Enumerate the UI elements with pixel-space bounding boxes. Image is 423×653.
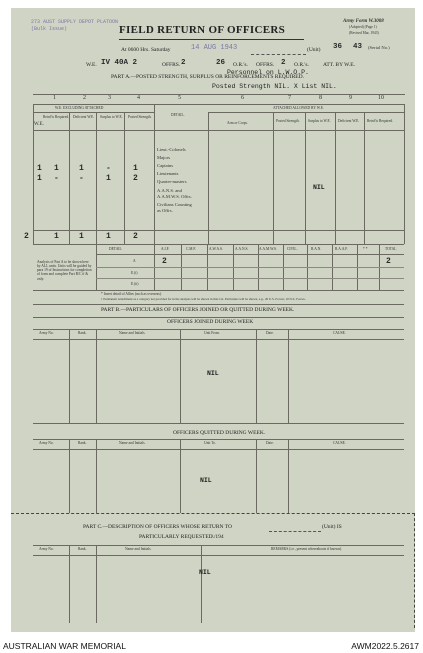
we-label: W.E. bbox=[86, 62, 97, 68]
arm-corps-header: Arm or Corps. bbox=[227, 121, 248, 125]
joined-nil: NIL bbox=[207, 370, 219, 377]
perforation-line bbox=[11, 513, 415, 514]
rank-majors: Majors bbox=[157, 155, 171, 160]
offrs2-label: OFFRS. bbox=[256, 62, 275, 68]
row2-col2: - bbox=[79, 174, 84, 183]
serial-year: 43 bbox=[353, 43, 363, 51]
detail-header: DETAIL. bbox=[171, 113, 185, 117]
col-num-2: 2 bbox=[83, 95, 86, 101]
quitted-col-name: Name and Initials. bbox=[119, 441, 146, 445]
part-c-requested: PARTICULARLY REQUESTED. bbox=[139, 534, 215, 540]
total-col1: 2 bbox=[24, 232, 29, 241]
total-col4: 1 bbox=[106, 232, 111, 241]
typed-note-2: Posted Strength NIL. X List NIL. bbox=[212, 83, 337, 90]
row1-col4: 1 bbox=[133, 164, 138, 173]
col-num-3: 3 bbox=[108, 95, 111, 101]
c-col-rank: Rank. bbox=[78, 547, 87, 551]
part-c-date: / /194 bbox=[211, 534, 224, 540]
row2-col4: 2 bbox=[133, 174, 138, 183]
part-c-unit: (Unit) IS bbox=[322, 524, 342, 530]
analysis-aif-a: 2 bbox=[162, 257, 167, 266]
col-num-7: 7 bbox=[288, 95, 291, 101]
attached-allowed-header: ATTACHED ALLOWED BY W.E. bbox=[273, 106, 324, 110]
part-c-nil: NIL bbox=[199, 569, 211, 576]
credit-right: AWM2022.5.2617 bbox=[351, 641, 419, 651]
attached-nil: NIL bbox=[313, 184, 325, 191]
rank-civilians: Civilians Counting bbox=[157, 202, 192, 207]
col-num-8: 8 bbox=[319, 95, 322, 101]
or-label: O.R.'s. bbox=[233, 62, 248, 68]
title-underline bbox=[119, 39, 304, 40]
an-col-aans: A.A.N.S. bbox=[235, 247, 249, 251]
posted-header: Posted Strength. bbox=[128, 115, 152, 119]
an-col-aamws: A.A.M.W.S. bbox=[259, 247, 277, 251]
col-num-5: 5 bbox=[178, 95, 181, 101]
row1-col2: 1 bbox=[79, 164, 84, 173]
an-col-stars: * * bbox=[363, 247, 368, 251]
row1-col3: - bbox=[106, 164, 111, 173]
analysis-total-a: 2 bbox=[386, 257, 391, 266]
joined-heading: OFFICERS JOINED DURING WEEK bbox=[167, 319, 254, 325]
deficient2-header: Deficient W.E. bbox=[338, 119, 360, 123]
total-col2: 1 bbox=[54, 232, 59, 241]
army-form-revised: (Revised Mar, 1943) bbox=[349, 31, 379, 35]
faint-unit-stamp: 273 AUST SUPPLY DEPOT PLATOON bbox=[31, 19, 119, 25]
quitted-col-cause: CAUSE. bbox=[333, 441, 346, 445]
or2-value: 2 bbox=[281, 59, 286, 67]
part-a-heading: PART A.—POSTED STRENGTH, SURPLUS OR REINFORCEMENTS REQUIRED. bbox=[111, 74, 304, 80]
serial-number: 36 bbox=[333, 43, 343, 51]
serial-label: (Serial No.) bbox=[368, 45, 390, 50]
reinf2-header: Reinf'ts Required. bbox=[367, 119, 393, 123]
an-row-ei: E.(i) bbox=[131, 271, 138, 275]
c-col-remarks: REMARKS (i.e., present whereabouts if known). bbox=[271, 547, 342, 551]
form-sheet bbox=[11, 8, 415, 632]
row1-col1: 1 bbox=[37, 164, 42, 173]
quitted-heading: OFFICERS QUITTED DURING WEEK. bbox=[173, 430, 266, 436]
c-col-armyno: Army No. bbox=[39, 547, 54, 551]
or2-label: O.R.'s. bbox=[294, 62, 309, 68]
at-time-label: At 0600 Hrs. Saturday bbox=[121, 47, 171, 53]
an-col-ran: R.A.N. bbox=[311, 247, 322, 251]
an-col-raaf: R.A.A.F. bbox=[335, 247, 348, 251]
an-col-awas: A.W.A.S. bbox=[209, 247, 223, 251]
posted2-header: Posted Strength. bbox=[276, 119, 300, 123]
date-stamp: 14 AUG 1943 bbox=[191, 44, 238, 52]
army-form-adopted: (Adopted) (Page 1) bbox=[349, 25, 377, 29]
quitted-col-armyno: Army No. bbox=[39, 441, 54, 445]
quitted-nil: NIL bbox=[200, 477, 212, 484]
an-col-civil: CIVIL. bbox=[287, 247, 298, 251]
col-num-9: 9 bbox=[349, 95, 352, 101]
typed-note-1: Personnel on L.W.O.P. bbox=[227, 69, 309, 76]
we-row-header: W.E. bbox=[34, 122, 44, 127]
quitted-col-rank: Rank. bbox=[78, 441, 87, 445]
offrs-value: 2 bbox=[181, 59, 186, 67]
we-value: IV 40A 2 bbox=[101, 59, 138, 67]
page-title: FIELD RETURN OF OFFICERS bbox=[119, 24, 286, 36]
col-num-6: 6 bbox=[241, 95, 244, 101]
an-col-total: TOTAL bbox=[385, 247, 397, 251]
row2-col1: 1 bbox=[37, 174, 42, 183]
rank-civilians-2: as Offrs. bbox=[157, 208, 173, 213]
col-num-4: 4 bbox=[137, 95, 140, 101]
an-col-cmf: C.M.F. bbox=[186, 247, 196, 251]
an-row-a: A bbox=[133, 259, 136, 263]
row2-col1b: - bbox=[54, 174, 59, 183]
unit-label: (Unit) bbox=[307, 47, 321, 53]
analysis-footnote-2: † Permanent Attachment as a category not provided for in the analysis will be shown in this Col. Particulars will be shown, e.g., 20 U.S. Forces; 10 N.Z. Forces. bbox=[101, 297, 306, 301]
total-col5: 2 bbox=[133, 232, 138, 241]
quitted-col-unit: Unit To. bbox=[204, 441, 216, 445]
analysis-note: Analysis of Part A to be shown here by ALL units. Units will be guided by para 19 of Instructions for completion of form and complete Part B/C if & only. bbox=[37, 260, 92, 281]
analysis-footnote-1: * Insert detail of Allies (such as overseas). bbox=[101, 292, 162, 296]
rank-captains: Captains bbox=[157, 163, 174, 168]
rank-aamws: A.A.M.W.S. Offrs. bbox=[157, 194, 192, 199]
total-col3: 1 bbox=[79, 232, 84, 241]
joined-col-cause: CAUSE. bbox=[333, 331, 346, 335]
reinf-req-header: Reinf'ts Required. bbox=[43, 115, 69, 119]
quitted-col-date: Date. bbox=[266, 441, 274, 445]
joined-col-date: Date. bbox=[266, 331, 274, 335]
faint-unit-stamp-sub: (Bulk Issue) bbox=[31, 26, 68, 32]
part-c-heading: PART C.—DESCRIPTION OF OFFICERS WHOSE RETURN TO bbox=[83, 524, 232, 530]
offrs-label: OFFRS. bbox=[162, 62, 181, 68]
rank-aans: A.A.N.S. and bbox=[157, 188, 182, 193]
joined-col-unit: Unit From. bbox=[204, 331, 220, 335]
analysis-detail-header: DETAIL bbox=[109, 247, 122, 251]
army-form-ref: Army Form W.3008 bbox=[343, 19, 384, 24]
surplus2-header: Surplus to W.E. bbox=[308, 119, 331, 123]
joined-col-armyno: Army No. bbox=[39, 331, 54, 335]
credit-left: AUSTRALIAN WAR MEMORIAL bbox=[3, 641, 126, 651]
or-value: 26 bbox=[216, 59, 226, 67]
att-label: ATT. BY W.E. bbox=[323, 62, 355, 68]
rank-qm: Quarter-masters bbox=[157, 179, 187, 184]
row2-col3: 1 bbox=[106, 174, 111, 183]
surplus-header: Surplus to W.E. bbox=[100, 115, 123, 119]
we-excluding-header: W.E. EXCLUDING ATTACHED bbox=[55, 106, 104, 110]
col-num-10: 10 bbox=[378, 95, 384, 101]
rank-lieutenants: Lieutenants bbox=[157, 171, 179, 176]
c-col-name: Name and Initials. bbox=[125, 547, 152, 551]
part-b-heading: PART B.—PARTICULARS OF OFFICERS JOINED OR QUITTED DURING WEEK. bbox=[101, 307, 295, 313]
an-col-aif: A.I.F. bbox=[161, 247, 170, 251]
joined-col-rank: Rank. bbox=[78, 331, 87, 335]
rank-lt-col: Lieut.-Colonels bbox=[157, 147, 186, 152]
deficient-header: Deficient W.E. bbox=[73, 115, 95, 119]
an-row-eii: E.(ii) bbox=[131, 282, 139, 286]
row1-col1b: 1 bbox=[54, 164, 59, 173]
col-num-1: 1 bbox=[53, 95, 56, 101]
joined-col-name: Name and Initials. bbox=[119, 331, 146, 335]
